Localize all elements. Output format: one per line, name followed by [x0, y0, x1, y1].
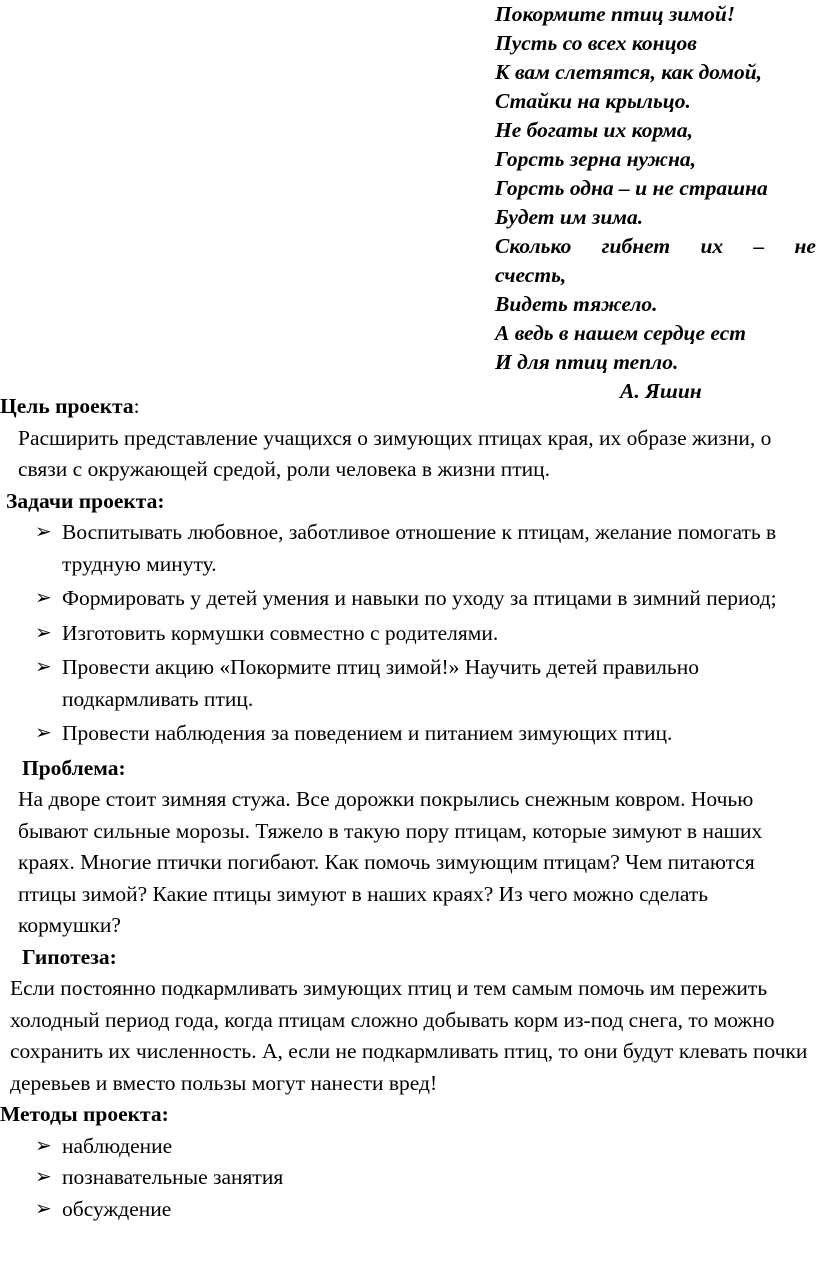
- task-text: Провести наблюдения за поведением и питанием зимующих птиц.: [62, 721, 673, 745]
- poem-word: Сколько: [495, 234, 572, 258]
- bullet-arrow-icon: ➢: [35, 1166, 52, 1188]
- tasks-heading: Задачи проекта:: [6, 488, 165, 513]
- poem-word: их: [700, 234, 724, 258]
- methods-list: [0, 1131, 816, 1226]
- poem-line: А ведь в нашем сердце ест: [495, 321, 746, 345]
- bullet-arrow-icon: ➢: [35, 621, 52, 644]
- list-item: [0, 517, 816, 580]
- hypothesis-heading: Гипотеза:: [22, 944, 117, 969]
- goal-text: Расширить представление учащихся о зимующих птицах края, их образе жизни, о связи с окружающей средой, роли человека в жизни птиц.: [18, 425, 772, 481]
- poem-line-justified: [495, 232, 816, 261]
- document-body: [0, 391, 816, 1225]
- method-text: наблюдение: [62, 1133, 173, 1158]
- poem-line: Пусть со всех концов: [495, 31, 697, 55]
- task-text: Воспитывать любовное, заботливое отношение к птицам, желание помогать в трудную минуту.: [62, 520, 777, 576]
- poem-author: А. Яшин: [620, 379, 702, 403]
- list-item: [0, 1162, 816, 1194]
- poem-word: –: [753, 234, 765, 258]
- poem-line: К вам слетятся, как домой,: [495, 60, 763, 84]
- poem-line: И для птиц тепло.: [495, 350, 679, 374]
- task-text: Провести акцию «Покормите птиц зимой!» Научить детей правильно подкармливать птиц.: [62, 655, 699, 711]
- list-item: [0, 1131, 816, 1163]
- method-text: познавательные занятия: [62, 1165, 284, 1189]
- bullet-arrow-icon: ➢: [35, 521, 52, 543]
- list-item: [0, 618, 816, 650]
- bullet-arrow-icon: ➢: [35, 722, 52, 744]
- poem-word: гибнет: [601, 234, 671, 258]
- poem-line: Не богаты их корма,: [495, 118, 693, 142]
- hypothesis-text: Если постоянно подкармливать зимующих птиц и тем самым помочь им пережить холодный период года, когда птицам сложно добывать корм из-под снега, то можно сохранить их численность. А, если не подкармливать птиц, то они будут клевать почки деревьев и вместо пользы могут нанести вред!: [10, 976, 808, 1095]
- poem: [495, 0, 816, 406]
- bullet-arrow-icon: ➢: [35, 1134, 52, 1157]
- poem-word: не: [794, 234, 816, 258]
- methods-heading: Методы проекта:: [0, 1102, 169, 1126]
- poem-line: Будет им зима.: [495, 205, 644, 229]
- bullet-arrow-icon: ➢: [35, 656, 52, 678]
- list-item: [0, 718, 816, 750]
- poem-line: Видеть тяжело.: [495, 292, 658, 316]
- list-item: [0, 583, 816, 615]
- goal-heading-colon: :: [133, 394, 140, 418]
- poem-line: Горсть одна – и не страшна: [495, 176, 768, 200]
- goal-heading-row: [0, 391, 816, 423]
- problem-heading: Проблема:: [22, 755, 126, 780]
- poem-line: Покормите птиц зимой!: [495, 2, 736, 26]
- problem-text: На дворе стоит зимняя стужа. Все дорожки покрылись снежным ковром. Ночью бывают сильные морозы. Тяжело в такую пору птицам, которые зимуют в наших краях. Многие птички погибают. Как помочь зимующим птицам? Чем питаются птицы зимой? Какие птицы зимуют в наших краях? Из чего можно сделать кормушки?: [18, 787, 763, 937]
- list-item: [0, 652, 816, 715]
- task-text: Формировать у детей умения и навыки по уходу за птицами в зимний период;: [62, 586, 777, 610]
- bullet-arrow-icon: ➢: [35, 1197, 52, 1220]
- poem-line: Горсть зерна нужна,: [495, 147, 697, 171]
- list-item: [0, 1194, 816, 1226]
- method-text: обсуждение: [62, 1196, 172, 1221]
- poem-line: счесть,: [495, 263, 567, 287]
- task-text: Изготовить кормушки совместно с родителями.: [62, 620, 499, 645]
- goal-heading: Цель проекта: [0, 394, 134, 418]
- tasks-list: [0, 517, 816, 750]
- poem-line: Стайки на крыльцо.: [495, 89, 691, 113]
- bullet-arrow-icon: ➢: [35, 587, 52, 609]
